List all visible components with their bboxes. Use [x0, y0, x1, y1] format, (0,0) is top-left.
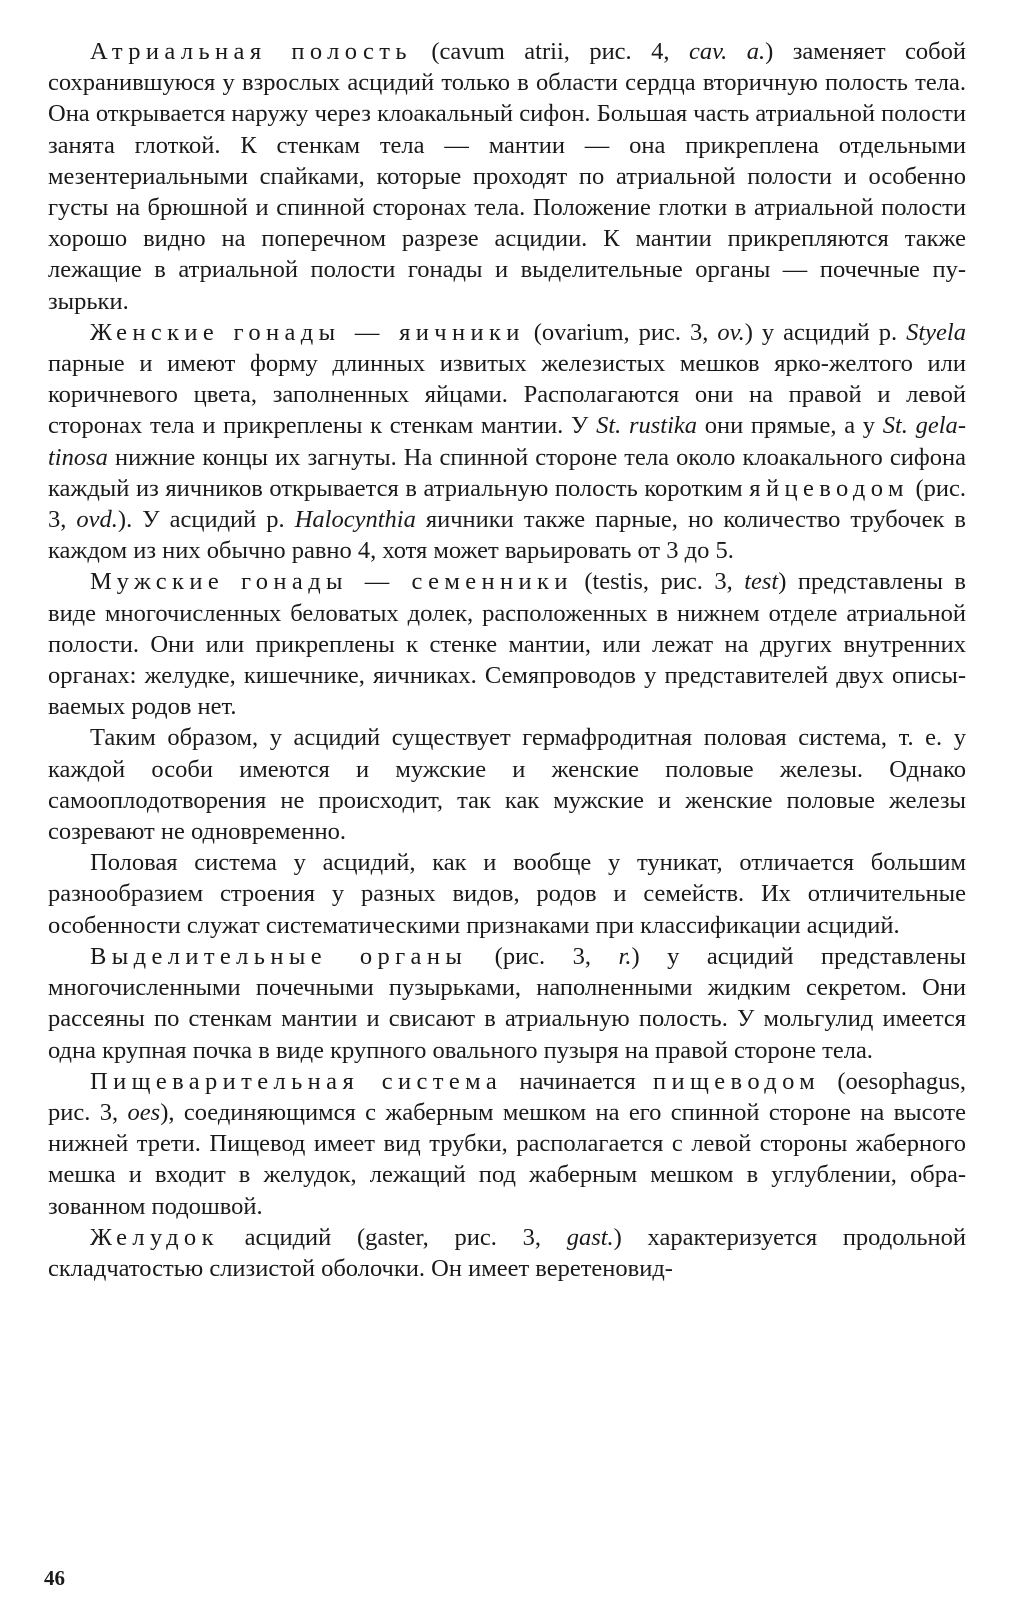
text-run: ) у асцидий р. — [744, 318, 907, 346]
text-run: ) заменяет собой сохранившуюся у взрослых асцидий только в области сердца вторичную полость тела. Она открывается наружу через клоакальный сифон. Большая часть атриальной полости занята глоткой. К стенкам тела — мантии — она прикреплена отдельными мезентериальными спайками, которые проходят по атриальной полости и особенно густы на брюшной и спинной сторонах тела. Положение глотки в атриальной полости хорошо видно на поперечном разрезе асцидии. К мантии прикрепляются также лежащие в атриальной полости гонады и выделительные органы — почечные пузырьки. — [48, 38, 967, 315]
italic-term: cav. a. — [688, 38, 766, 65]
spaced-heading-term: яйцеводом — [749, 474, 909, 502]
text-run: (testis, рис. 3, — [572, 568, 745, 596]
spaced-heading-term: Пищеварительная система — [90, 1067, 503, 1095]
italic-term: St. rustika — [596, 412, 698, 440]
italic-term: test — [744, 568, 779, 596]
text-run: Таким образом, у асцидий существует гермафродитная половая система, т. е. у каждой особи имеются и мужские и женские половые железы. Однако самооплодотворения не происходит, так как мужские и женские половые железы созревают не одновременно. — [48, 724, 966, 846]
italic-term: Styela — [906, 318, 966, 346]
paragraph-reproductive-diversity — [48, 847, 966, 941]
italic-term: oes — [127, 1098, 161, 1126]
italic-term: gast. — [566, 1223, 614, 1251]
italic-term: ovd. — [76, 506, 118, 534]
text-run: ) представлены в виде многочисленных беловатых долек, расположенных в нижнем отделе атриальной полости. Они или прикреплены к стенке мантии, или лежат на других внутренних органах: желудке, кишечнике, яичниках. Семяпроводов у представителей двух описываемых родов нет. — [48, 568, 966, 721]
spaced-heading-term: Выделительные органы — [90, 942, 468, 970]
italic-term: St. gelatinosa — [48, 412, 966, 471]
paragraph-digestive-system — [48, 1066, 966, 1222]
text-run: они прямые, а у — [697, 412, 883, 440]
spaced-heading-term: Атриальная полость — [90, 38, 412, 65]
italic-term: r. — [618, 942, 632, 970]
text-run: (рис. 3, — [48, 474, 966, 534]
page-number: 46 — [44, 1566, 65, 1590]
text-run: яичники также парные, но количество трубочек в каждом из них обычно равно 4, хотя может варьировать от 3 до 5. — [48, 506, 966, 565]
text-run: Половая система у асцидий, как и вообще у туникат, отличается большим разнообразием строения у разных видов, родов и семейств. Их отличительные особенности служат систематическими признаками при классификации асцидий. — [48, 849, 966, 939]
spaced-heading-term: Женские гонады — яичники — [90, 318, 525, 346]
page-body — [48, 36, 966, 1284]
spaced-heading-term: Мужские гонады — семенники — [90, 568, 573, 596]
paragraph-stomach — [48, 1222, 966, 1284]
italic-term: ov. — [717, 318, 745, 346]
text-run: асцидий (gaster, рис. 3, — [218, 1223, 567, 1251]
text-run: (ovarium, рис. 3, — [524, 318, 718, 346]
paragraph-hermaphroditism — [48, 722, 966, 847]
text-run: ). У асцидий р. — [117, 506, 295, 534]
paragraph-female-gonads — [48, 317, 966, 567]
paragraph-male-gonads — [48, 566, 966, 722]
text-run: ) у асцидий представлены многочисленными почечными пузырьками, наполненными жидким секретом. Они рассеяны по стенкам мантии и свисают в атриальную полость. У мольгулид имеется одна крупная почка в виде крупного овального пузыря на правой стороне тела. — [48, 942, 967, 1064]
text-run: ), соединяющимся с жаберным мешком на его спинной стороне на высоте нижней трети. Пищевод имеет вид трубки, располагается с левой стороны жаберного мешка и входит в желудок, лежащий под жаберным мешком в углублении, образованном подошвой. — [48, 1098, 966, 1220]
paragraph-atrial-cavity — [48, 36, 966, 317]
text-run: ) характеризуется продольной складчатостью слизистой оболочки. Он имеет веретеновид- — [48, 1223, 966, 1282]
paragraph-excretory-organs — [48, 941, 966, 1066]
spaced-heading-term: Желудок — [90, 1223, 219, 1251]
text-run: нижние концы их загнуты. На спинной стороне тела около клоакального сифона каждый из яичников открывается в атриальную полость коротким — [48, 443, 966, 502]
text-run: парные и имеют форму длинных извитых железистых мешков ярко-желтого или коричневого цвета, заполненных яйцами. Располагаются они на правой и левой сторонах тела и прикреплены к стенкам мантии. У — [48, 350, 966, 440]
text-run: (cavum atrii, рис. 4, — [411, 38, 689, 65]
text-run: начинается — [502, 1067, 653, 1095]
text-run: (oesophagus, рис. 3, — [48, 1067, 966, 1126]
spaced-heading-term: пищеводом — [653, 1067, 821, 1095]
italic-term: Halocynthia — [294, 506, 416, 534]
text-run: (рис. 3, — [467, 942, 619, 970]
